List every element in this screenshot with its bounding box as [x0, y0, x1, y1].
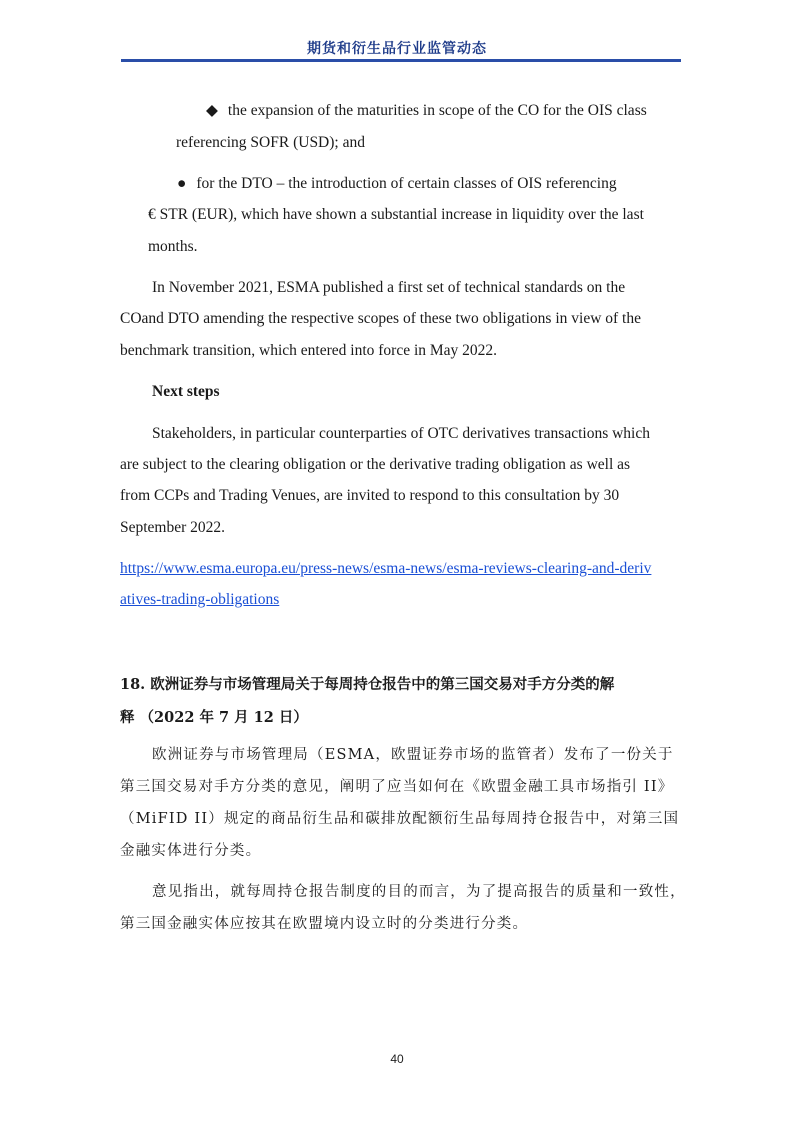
circle-bullet-icon: ● — [177, 175, 187, 192]
paragraph-line: benchmark transition, which entered into force in May 2022. — [120, 342, 498, 359]
section-18-paragraph-line: （MiFID II）规定的商品衍生品和碳排放配额衍生品每周持仓报告中，对第三国 — [120, 811, 680, 827]
section-18-paragraph-line: 金融实体进行分类。 — [120, 843, 262, 859]
esma-article-link[interactable]: https://www.esma.europa.eu/press-news/esma-news/esma-reviews-clearing-and-deriv — [120, 560, 652, 577]
bullet-text: the expansion of the maturities in scope of the CO for the OIS class — [227, 102, 647, 119]
section-18-paragraph-line: 第三国金融实体应按其在欧盟境内设立时的分类进行分类。 — [120, 916, 529, 932]
paragraph-line: COand DTO amending the respective scopes of these two obligations in view of the — [120, 310, 641, 327]
paragraph-line: Stakeholders, in particular counterparties of OTC derivatives transactions which — [152, 425, 650, 442]
bullet-text: for the DTO – the introduction of certain classes of OIS referencing — [196, 175, 617, 192]
section-18-heading-date: 释 （2022 年 7 月 12 日） — [120, 709, 308, 726]
bullet-item-1-line-2: referencing SOFR (USD); and — [176, 134, 365, 151]
paragraph-line: are subject to the clearing obligation or the derivative trading obligation as well as — [120, 456, 631, 473]
paragraph-line: In November 2021, ESMA published a first set of technical standards on the — [152, 279, 626, 296]
header-divider — [121, 59, 681, 62]
section-18-paragraph-line: 意见指出，就每周持仓报告制度的目的而言，为了提高报告的质量和一致性， — [152, 884, 686, 900]
esma-article-link-continued[interactable]: atives-trading-obligations — [120, 591, 280, 608]
bullet-item-2-line-1 — [177, 174, 617, 194]
paragraph-line: September 2022. — [120, 519, 226, 536]
bullet-item-1-line-1 — [206, 101, 647, 121]
header-title: 期货和衍生品行业监管动态 — [307, 41, 487, 57]
diamond-bullet-icon: ◆ — [206, 102, 218, 119]
bullet-item-2-line-3: months. — [148, 238, 198, 255]
paragraph-line: from CCPs and Trading Venues, are invited to respond to this consultation by 30 — [120, 487, 620, 504]
page-number: 40 — [390, 1052, 404, 1066]
section-18-paragraph-line: 第三国交易对手方分类的意见，阐明了应当如何在《欧盟金融工具市场指引 II》 — [120, 779, 674, 795]
bullet-item-2-line-2: € STR (EUR), which have shown a substantial increase in liquidity over the last — [148, 206, 644, 223]
section-18-heading: 18. 欧洲证券与市场管理局关于每周持仓报告中的第三国交易对手方分类的解 — [120, 676, 615, 693]
next-steps-heading: Next steps — [152, 383, 220, 400]
section-18-paragraph-line: 欧洲证券与市场管理局（ESMA，欧盟证券市场的监管者）发布了一份关于 — [152, 747, 674, 763]
